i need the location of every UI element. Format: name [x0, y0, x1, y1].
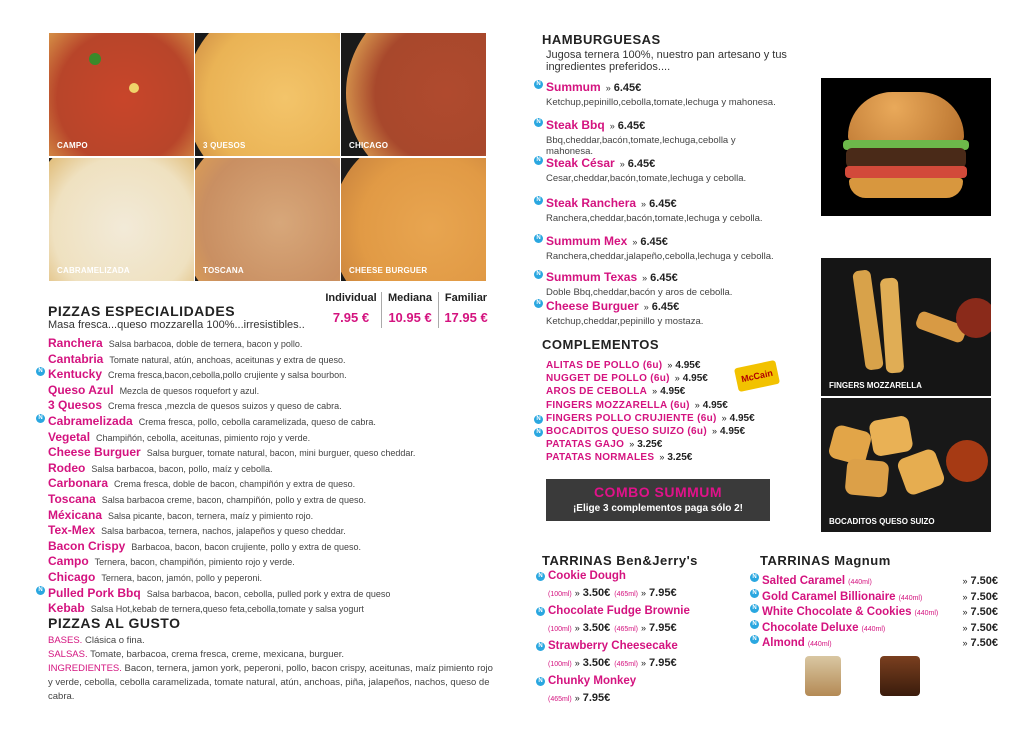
bj-prices: [548, 618, 748, 636]
bj-price: 3.50€: [582, 657, 611, 669]
complemento-item: [546, 386, 685, 397]
new-badge-icon: N: [750, 589, 759, 598]
al-gusto-ingredientes: [48, 662, 493, 704]
price-separator: »: [962, 591, 968, 602]
bj-title: TARRINAS Ben&Jerry's: [542, 553, 698, 568]
magnum-size: (440ml): [898, 594, 923, 602]
bases-value: Clásica o fina.: [82, 635, 145, 646]
complemento-name: FINGERS POLLO CRUJIENTE (6u): [546, 412, 717, 424]
new-badge-icon: N: [534, 118, 543, 127]
price-separator: »: [605, 83, 611, 93]
burger-description: Ranchera,cheddar,jalapeño,cebolla,lechuga y cebolla.: [546, 251, 774, 262]
burger-price: 6.45€: [627, 158, 656, 170]
complemento-price: 4.95€: [675, 360, 701, 371]
complemento-item: [546, 400, 728, 411]
burger-price: 6.45€: [613, 82, 642, 94]
finger-stick: [880, 277, 905, 373]
burger-name: Steak Bbq: [546, 118, 605, 132]
price-separator: »: [574, 693, 580, 703]
sauce-dip: [956, 298, 991, 338]
pizza-name: Chicago: [48, 570, 96, 584]
burger-description: Ranchera,cheddar,bacón,tomate,lechuga y cebolla.: [546, 213, 763, 224]
burger-item: [536, 232, 776, 262]
burger-description: Ketchup,cheddar,pepinillo y mostaza.: [546, 316, 704, 327]
salsas-key: SALSAS.: [48, 649, 88, 660]
pizza-name: Carbonara: [48, 476, 109, 491]
new-badge-icon: N: [536, 572, 545, 581]
new-badge-icon: N: [750, 604, 759, 613]
magnum-size: (440ml): [807, 641, 832, 648]
pizza-name: Cabramelizada: [48, 414, 133, 428]
burger-price: 6.45€: [617, 120, 646, 132]
magnum-price: 7.50€: [970, 590, 998, 603]
size-price-familiar: 17.95 €: [444, 310, 488, 325]
bj-price: 3.50€: [582, 587, 611, 599]
burger-heading: [546, 268, 776, 286]
burger-patty: [846, 148, 966, 168]
bj-item: [538, 605, 748, 636]
burger-description: Cesar,cheddar,bacón,tomate,lechuga y cebolla.: [546, 173, 747, 184]
burger-bun-top: [848, 92, 964, 144]
burger-name: Steak César: [546, 156, 615, 170]
price-separator: »: [641, 199, 647, 209]
magnum-price: 7.50€: [970, 606, 998, 618]
new-badge-icon: N: [534, 80, 543, 89]
pizza-description: Ternera, bacon, jamón, pollo y peperoni.: [101, 573, 262, 583]
complemento-price: 4.95€: [719, 426, 746, 437]
pizza-name: Kentucky: [48, 367, 103, 382]
pizza-name: Campo: [48, 554, 89, 569]
burger-description: Bbq,cheddar,bacón,tomate,lechuga,cebolla y mahonesa.: [546, 135, 736, 157]
pizza-description: Salsa burguer, tomate natural, bacon, mini burguer, queso cheddar.: [146, 448, 416, 459]
magnum-name: Chocolate Deluxe: [762, 621, 859, 634]
pizza-description: Mezcla de quesos roquefort y azul.: [119, 385, 260, 396]
new-badge-icon: N: [534, 428, 543, 437]
price-separator: »: [667, 360, 673, 370]
burger-item: [536, 78, 776, 108]
price-separator: »: [619, 159, 625, 169]
bj-name: Chocolate Fudge Brownie: [548, 605, 690, 617]
pizza-name: Toscana: [48, 492, 96, 506]
pizza-name: Ranchera: [48, 336, 103, 350]
burger-description: Ketchup,pepinillo,cebolla,tomate,lechuga y mahonesa.: [546, 97, 776, 108]
pizza-label: CABRAMELIZADA: [57, 266, 130, 275]
new-badge-icon: N: [534, 270, 543, 279]
side-label: FINGERS MOZZARELLA: [829, 381, 922, 390]
bocadito: [845, 458, 890, 498]
al-gusto-bases: [48, 634, 493, 648]
combo-text: ¡Elige 3 complementos paga sólo 2!: [572, 503, 744, 514]
new-badge-icon: N: [750, 635, 759, 644]
pizza-description: Salsa barbacoa, doble de ternera, bacon y pollo.: [108, 339, 303, 349]
burger-heading: [546, 194, 776, 212]
bj-size: (465ml): [614, 626, 639, 633]
pizza-photo-cheese-burguer: [341, 158, 486, 281]
pizza-description: Crema fresca, pollo, cebolla caramelizada, queso de cabra.: [138, 417, 376, 427]
pizza-description: Salsa barbacoa, ternera, nachos, jalapeños y queso cheddar.: [101, 526, 346, 537]
pizza-photo-3-quesos: [195, 33, 340, 156]
price-separator: »: [632, 237, 638, 247]
complemento-price: 4.95€: [660, 386, 686, 398]
al-gusto-text: [48, 634, 493, 704]
magnum-size: (440ml): [848, 579, 872, 586]
complemento-item: [546, 373, 708, 384]
complemento-name: FINGERS MOZZARELLA (6u): [546, 399, 690, 411]
hamburguesas-subtitle: Jugosa ternera 100%, nuestro pan artesano y tus ingredientes preferidos....: [546, 49, 787, 73]
price-separator: »: [711, 426, 717, 436]
complemento-price: 4.95€: [682, 373, 708, 385]
magnum-item: [752, 633, 998, 651]
bj-size: (465ml): [548, 696, 572, 703]
burger-tomato: [845, 166, 967, 178]
complemento-price: 3.25€: [667, 452, 693, 464]
complemento-name: NUGGET DE POLLO (6u): [546, 373, 670, 385]
magnum-size: (440ml): [914, 610, 939, 617]
burger-heading: [546, 78, 776, 96]
pizza-description: Crema fresca ,mezcla de quesos suizos y queso de cabra.: [108, 401, 342, 412]
price-separator: »: [574, 623, 580, 633]
hamburguesas-title: HAMBURGUESAS: [542, 32, 661, 47]
pizza-name: Tex-Mex: [48, 523, 96, 538]
burger-name: Summum Mex: [546, 234, 628, 248]
price-separator: »: [652, 386, 658, 397]
combo-banner: [546, 479, 770, 521]
price-separator: »: [962, 576, 968, 586]
bj-price: 7.95€: [582, 692, 611, 704]
pizza-label: TOSCANA: [203, 266, 244, 275]
price-separator: »: [962, 622, 968, 633]
bj-name: Strawberry Cheesecake: [548, 640, 678, 652]
magnum-name: Almond: [762, 637, 805, 649]
burger-name: Summum Texas: [546, 270, 638, 284]
complemento-name: PATATAS NORMALES: [546, 452, 655, 464]
especialidades-title: PIZZAS ESPECIALIDADES: [48, 303, 236, 319]
new-badge-icon: N: [536, 607, 545, 616]
new-badge-icon: N: [534, 415, 543, 424]
bj-prices: [548, 653, 748, 671]
burger-heading: [546, 297, 776, 315]
burger-price: 6.45€: [640, 236, 668, 248]
price-separator: »: [643, 302, 649, 312]
magnum-price: 7.50€: [970, 621, 998, 634]
burger-heading: [546, 154, 776, 172]
bj-price: 7.95€: [649, 587, 677, 599]
pizza-name: Cantabria: [48, 351, 104, 366]
side-label: BOCADITOS QUESO SUIZO: [829, 517, 935, 526]
pizza-name: Queso Azul: [48, 382, 114, 397]
burger-heading: [546, 232, 776, 250]
bj-item: [538, 675, 748, 706]
magnum-price: 7.50€: [970, 637, 998, 649]
pizza-name: Rodeo: [48, 460, 86, 475]
pizza-photo-toscana: [195, 158, 340, 281]
new-badge-icon: N: [534, 299, 543, 308]
burger-item: [536, 297, 776, 327]
pizza-description: Tomate natural, atún, anchoas, aceitunas y extra de queso.: [109, 354, 346, 365]
pizza-description: Crema fresca, doble de bacon, champiñón y extra de queso.: [114, 479, 356, 490]
mccain-logo: McCain: [734, 360, 780, 392]
price-separator: »: [574, 588, 580, 598]
bj-size: (465ml): [614, 661, 639, 668]
magnum-name: Gold Caramel Billionaire: [762, 590, 896, 603]
pizza-description: Salsa Hot,kebab de ternera,queso feta,cebolla,tomate y salsa yogurt: [90, 604, 364, 615]
pizza-description: Salsa barbacoa, bacon, pollo, maíz y cebolla.: [91, 463, 273, 474]
complemento-name: BOCADITOS QUESO SUIZO (6u): [546, 426, 707, 437]
pizza-name: Cheese Burguer: [48, 445, 141, 460]
pizza-name: Bacon Crispy: [48, 538, 126, 553]
price-separator: »: [641, 658, 647, 668]
magnum-price: 7.50€: [970, 575, 998, 587]
size-divider: [381, 292, 382, 328]
complemento-item: [546, 452, 692, 463]
new-badge-icon: N: [36, 586, 45, 595]
burger-item: [536, 116, 776, 157]
size-divider: [438, 292, 439, 328]
bj-price: 7.95€: [649, 657, 677, 669]
pizza-photo-cabramelizada: [49, 158, 194, 281]
bocadito: [868, 415, 914, 457]
burger-description: Doble Bbq,cheddar,bacón y aros de cebolla.: [546, 287, 733, 298]
pizza-label: 3 QUESOS: [203, 141, 246, 150]
new-badge-icon: N: [750, 620, 759, 629]
magnum-tub-chocolate: [880, 656, 920, 696]
new-badge-icon: N: [534, 196, 543, 205]
new-badge-icon: N: [750, 573, 759, 582]
burger-item: [536, 194, 776, 224]
bj-name: Chunky Monkey: [548, 675, 637, 687]
magnum-price-wrap: [962, 633, 998, 651]
bj-name: Cookie Dough: [548, 570, 626, 582]
price-separator: »: [609, 121, 615, 131]
bj-size: (465ml): [614, 591, 639, 598]
bj-size: (100ml): [548, 626, 572, 633]
price-separator: »: [629, 439, 635, 450]
price-separator: »: [962, 638, 968, 648]
burger-item: [536, 268, 776, 298]
new-badge-icon: N: [534, 234, 543, 243]
pizza-description: Salsa barbacoa, bacon, cebolla, pulled pork y extra de queso: [146, 588, 391, 599]
burger-name: Steak Ranchera: [546, 196, 637, 210]
ingredientes-value: Bacon, ternera, jamon york, peperoni, pollo, bacon crispy, aceitunas, maíz pimiento rojo y verde, cebolla, cebolla caramelizada, tomate natural, atún, anchoas, piña, jalapeños, nachos, queso de cabra.: [48, 663, 493, 702]
pizza-description: Barbacoa, bacon, bacon crujiente, pollo y extra de queso.: [131, 541, 362, 552]
burger-price: 6.45€: [649, 198, 677, 210]
bj-prices: [548, 583, 748, 601]
bj-price: 7.95€: [649, 622, 677, 634]
price-separator: »: [694, 399, 700, 410]
al-gusto-salsas: [48, 648, 493, 662]
pizza-description: Champiñón, cebolla, aceitunas, pimiento rojo y verde.: [96, 432, 311, 443]
salsas-value: Tomate, barbacoa, crema fresca, creme, mexicana, burguer.: [87, 649, 345, 660]
pizza-name: Vegetal: [48, 429, 91, 444]
magnum-name: White Chocolate & Cookies: [762, 606, 912, 618]
complemento-price: 3.25€: [637, 439, 663, 451]
complemento-price: 4.95€: [729, 412, 755, 424]
pizza-name: Méxicana: [48, 507, 103, 522]
price-separator: »: [721, 412, 727, 423]
pizza-label: CHEESE BURGUER: [349, 266, 428, 275]
pizza-photo-campo: [49, 33, 194, 156]
magnum-title: TARRINAS Magnum: [760, 553, 891, 568]
new-badge-icon: N: [36, 414, 45, 423]
new-badge-icon: N: [534, 156, 543, 165]
complemento-item: [546, 360, 700, 371]
price-separator: »: [659, 452, 665, 463]
bj-prices: [548, 688, 748, 706]
ingredientes-key: INGREDIENTES.: [48, 663, 122, 674]
complemento-item: [546, 439, 662, 450]
burger-name: Cheese Burguer: [546, 299, 639, 313]
pizza-label: CAMPO: [57, 141, 88, 150]
burger-heading: [546, 116, 776, 134]
complemento-name: AROS DE CEBOLLA: [546, 386, 648, 398]
sauce-dip: [946, 440, 988, 482]
al-gusto-title: PIZZAS AL GUSTO: [48, 615, 181, 631]
bj-item: [538, 570, 748, 601]
fingers-photo: [821, 258, 991, 396]
complemento-item: [536, 412, 755, 424]
burger-item: [536, 154, 776, 184]
pizza-label: CHICAGO: [349, 141, 389, 150]
size-label-individual: Individual: [325, 292, 377, 304]
bj-size: (100ml): [548, 591, 572, 598]
size-price-mediana: 10.95 €: [388, 310, 432, 325]
burger-name: Summum: [546, 80, 601, 94]
size-price-individual: 7.95 €: [332, 310, 370, 325]
magnum-name: Salted Caramel: [762, 575, 846, 587]
size-label-familiar: Familiar: [444, 292, 488, 304]
price-separator: »: [574, 658, 580, 668]
complementos-title: COMPLEMENTOS: [542, 337, 659, 352]
price-separator: »: [642, 273, 648, 283]
magnum-tub-salted-caramel: [805, 656, 841, 696]
complemento-name: PATATAS GAJO: [546, 439, 625, 451]
burger-price: 6.45€: [651, 301, 680, 313]
pizza-photo-chicago: [341, 33, 486, 156]
combo-title: COMBO SUMMUM: [593, 484, 723, 500]
new-badge-icon: N: [536, 642, 545, 651]
bj-item: [538, 640, 748, 671]
pizza-name: Pulled Pork Bbq: [48, 585, 141, 600]
burger-price: 6.45€: [650, 272, 678, 284]
price-separator: »: [641, 623, 647, 633]
pizza-name: Kebab: [48, 601, 85, 616]
bocaditos-photo: [821, 398, 991, 532]
burger-bun-bottom: [849, 178, 963, 198]
bocadito: [896, 447, 947, 496]
price-separator: »: [641, 588, 647, 598]
new-badge-icon: N: [36, 367, 45, 376]
pizza-description: Ternera, bacon, champiñón, pimiento rojo y verde.: [94, 557, 295, 568]
price-separator: »: [962, 607, 968, 617]
complemento-item: [536, 426, 746, 437]
burger-photo: [821, 78, 991, 216]
pizza-description: Crema fresca,bacon,cebolla,pollo crujiente y salsa bourbon.: [108, 370, 347, 381]
pizza-name: 3 Quesos: [48, 398, 103, 413]
magnum-size: (440ml): [861, 625, 886, 633]
new-badge-icon: N: [536, 677, 545, 686]
especialidades-subtitle: Masa fresca...queso mozzarella 100%...irresistibles..: [48, 319, 305, 331]
price-separator: »: [674, 373, 680, 384]
bj-price: 3.50€: [582, 622, 611, 634]
pizza-description: Salsa barbacoa creme, bacon, champiñón, pollo y extra de queso.: [101, 495, 366, 505]
complemento-name: ALITAS DE POLLO (6u): [546, 360, 663, 371]
bases-key: BASES.: [48, 635, 83, 646]
pizza-description: Salsa picante, bacon, ternera, maíz y pimiento rojo.: [108, 510, 314, 521]
size-label-mediana: Mediana: [387, 292, 432, 304]
bj-size: (100ml): [548, 661, 572, 668]
complemento-price: 4.95€: [702, 399, 728, 411]
